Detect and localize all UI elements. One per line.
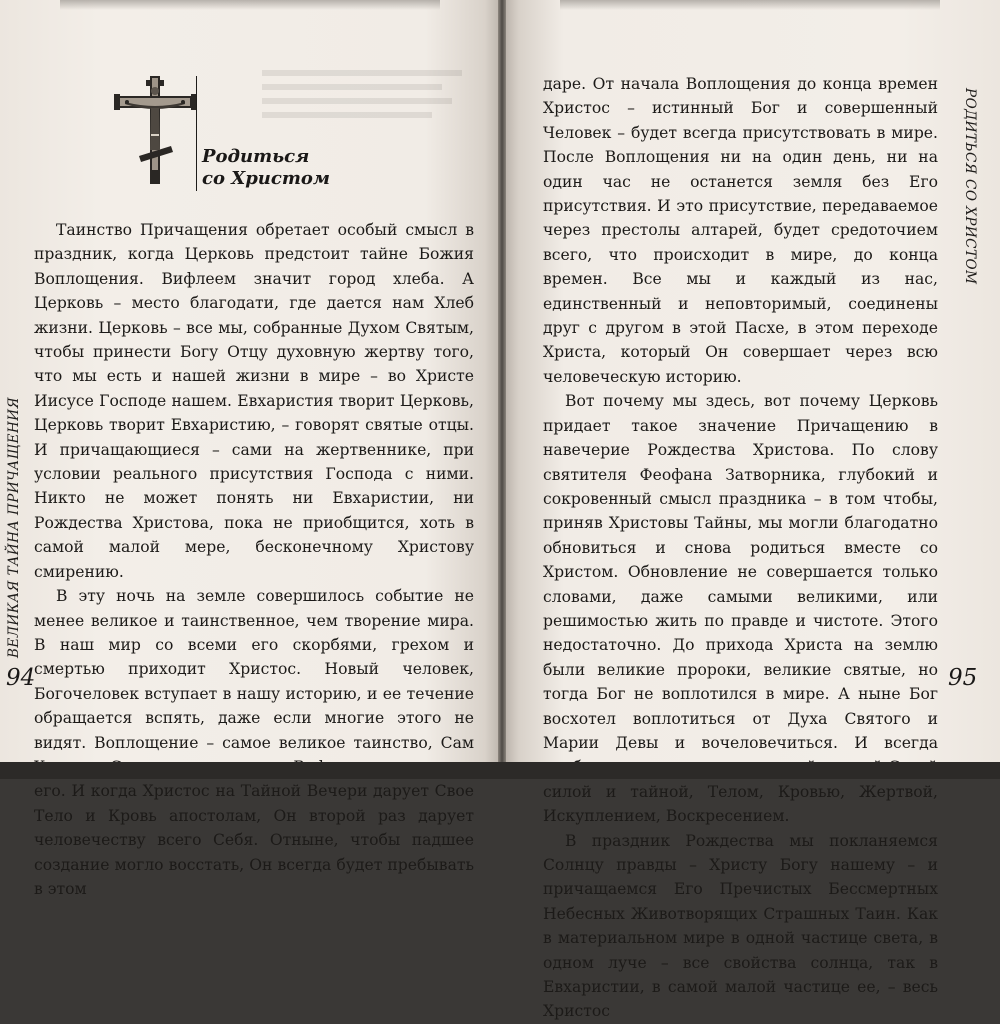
chapter-title-line-1: Родиться — [202, 146, 310, 167]
paragraph: В эту ночь на земле совершилось событие не менее великое и таинственное, чем творение мира. В наш мир со всеми его скорбями, грехом и смертью приходит Христос. Новый человек, Богочеловек вступает в нашу историю, и ее течение обращается вспять, даже если многие этого не видят. Воплощение – самое великое таинство, Сам его. И когда Христос на Тайной Вечери дарует Свое Тело и Кровь апостолам, Он второй раз дарует человечеству всего Себя. Отныне, чтобы падшее создание могло восстать, Он всегда будет пребывать в этом — [34, 587, 474, 898]
top-shadow — [560, 0, 940, 10]
running-head-left: ВЕЛИКАЯ ТАЙНА ПРИЧАЩЕНИЯ — [6, 397, 22, 658]
paragraph: Вот почему мы здесь, вот почему Церковь придает такое значение Причащению в навечерие Рождества Христова. По слову святителя Феофана Затворника, глубокий и сокровенный смысл праздника – в том чтобы, приняв Христовы Тайны, мы могли благодатно обновиться и снова родиться вместе со Христом. Обновление не совершается только словами, даже самыми великими, или решимостью жить по правде и чистоте. Этого недостаточно. До прихода Христа на землю были великие пророки, великие святые, но тогда Бог не воплотился в мире. А ныне Бог восхотел воплотиться от Духа Святого и Марии Девы и вочеловечиться. И всегда силой и тайной, Телом, Кровью, Жертвой, Искуплением, Воскресением. — [543, 392, 938, 826]
book-gutter — [498, 0, 506, 775]
paragraph: В праздник Рождества мы покланяемся Солнцу правды – Христу Богу нашему – и причащаемся Его Пречистых Бессмертных Небесных Животворящих Страшных Таин. Как в материальном мире в одной частице света, в одном луче – все свойства солнца, так в Евхаристии, в самой малой частице ее, – весь Христос — [543, 831, 938, 1021]
chapter-title-line-2: со Христом — [202, 168, 330, 189]
left-page-body — [34, 218, 474, 901]
chapter-title — [202, 146, 330, 190]
left-page — [0, 0, 500, 898]
running-head-right: РОДИТЬСЯ СО ХРИСТОМ — [962, 88, 978, 285]
page-number-right: 95 — [948, 665, 978, 691]
title-divider — [196, 76, 197, 191]
bleed-through-text — [262, 70, 472, 126]
bottom-edge — [0, 762, 1000, 779]
right-page-body — [543, 72, 938, 1024]
paragraph: Таинство Причащения обретает особый смысл в праздник, когда Церковь предстоит тайне Божия Воплощения. Вифлеем значит город хлеба. А Церковь – место благодати, где дается нам Хлеб жизни. Церковь – все мы, собранные Духом Святым, чтобы принести Богу Отцу духовную жертву того, что мы есть и нашей жизни в мире – во Христе Иисусе Господе нашем. Евхаристия творит Церковь, Церковь творит Евхаристию, – говорят святые отцы. И причащающиеся – сами на жертвеннике, при условии реального присутствия Господа с ними. Никто не может понять ни Евхаристии, ни Рождества Христова, пока не приобщится, хоть в самой малой мере, бесконечному Христову смирению. — [34, 221, 474, 581]
page-number-left: 94 — [6, 665, 36, 691]
top-shadow — [60, 0, 440, 10]
paragraph: даре. От начала Воплощения до конца времен Христос – истинный Бог и совершенный Человек – будет всегда присутствовать в мире. После Воплощения ни на один день, ни на один час не останется земля без Его присутствия. И это присутствие, передаваемое через престолы алтарей, будет средоточием всего, что происходит в мире, до конца времен. Все мы и каждый из нас, единственный и неповторимый, соединены друг с другом в этой Пасхе, в этом переходе Христа, который Он совершает через всю человеческую историю. — [543, 75, 938, 386]
orthodox-cross-icon — [113, 74, 198, 186]
